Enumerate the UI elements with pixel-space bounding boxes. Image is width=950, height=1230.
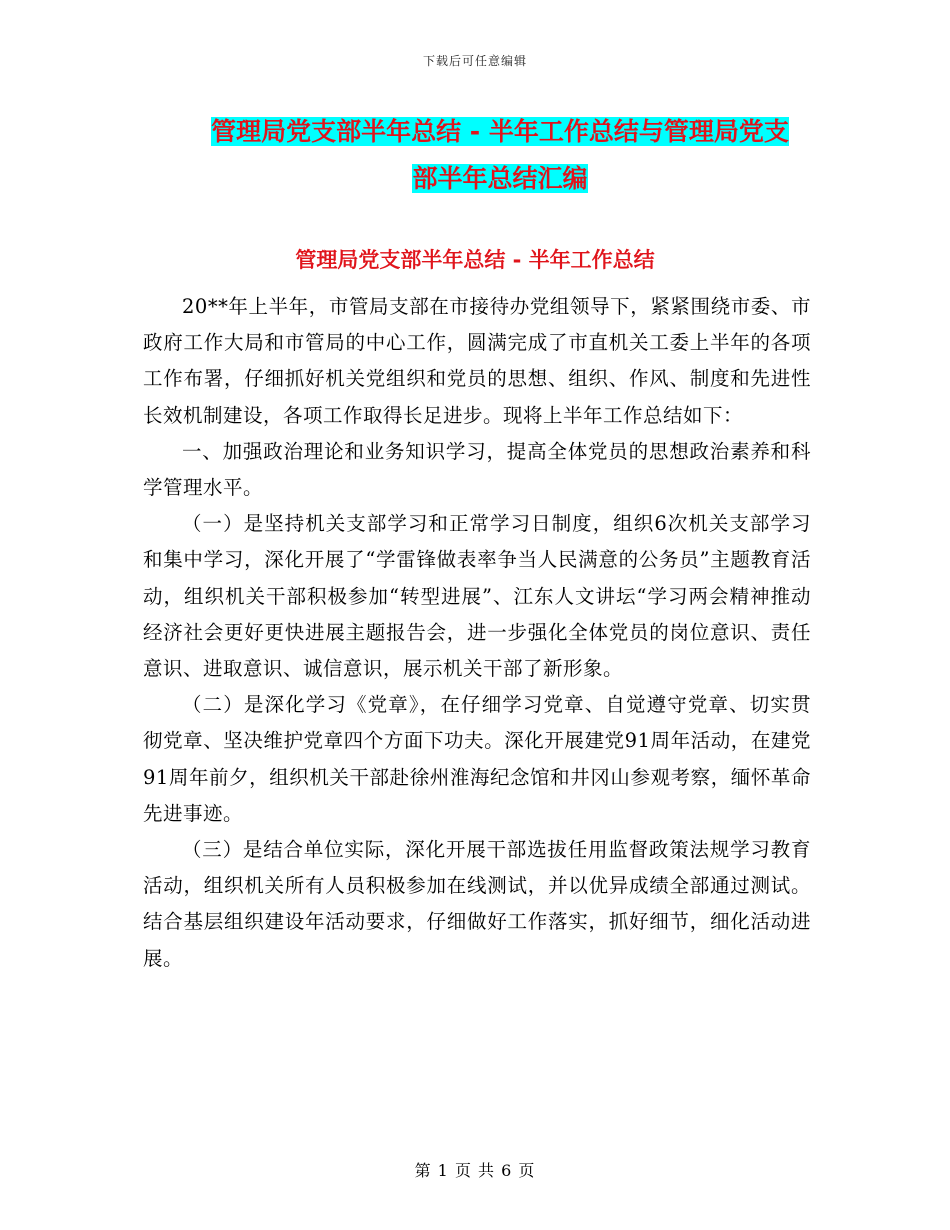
document-title-line2: 部半年总结汇编 <box>412 164 588 193</box>
paragraph-item-3: （三）是结合单位实际，深化开展干部选拔任用监督政策法规学习教育活动，组织机关所有人员积极参加在线测试，并以优异成绩全部通过测试。结合基层组织建设年活动要求，仔细做好工作落实，抓好细节，细化活动进展。 <box>143 838 811 970</box>
page-footer: 第 1 页 共 6 页 <box>414 1161 536 1180</box>
paragraph-intro: 20**年上半年，市管局支部在市接待办党组领导下，紧紧围绕市委、市政府工作大局和市管局的中心工作，圆满完成了市直机关工委上半年的各项工作布署，仔细抓好机关党组织和党员的思想、组织、作风、制度和先进性长效机制建设，各项工作取得长足进步。现将上半年工作总结如下： <box>143 295 811 427</box>
paragraph-heading-1: 一、加强政治理论和业务知识学习，提高全体党员的思想政治素养和科学管理水平。 <box>143 439 811 500</box>
document-body <box>143 289 811 977</box>
document-title-line1: 管理局党支部半年总结 - 半年工作总结与管理局党支 <box>211 117 789 146</box>
paragraph-item-1: （一）是坚持机关支部学习和正常学习日制度，组织6次机关支部学习和集中学习，深化开展了“学雷锋做表率争当人民满意的公务员”主题教育活动，组织机关干部积极参加“转型进展”、江东人文讲坛“学习两会精神推动经济社会更好更快进展主题报告会，进一步强化全体党员的岗位意识、责任意识、进取意识、诚信意识，展示机关干部了新形象。 <box>143 512 811 681</box>
document-title <box>140 108 860 202</box>
header-note: 下载后可任意编辑 <box>422 54 527 68</box>
section-title: 管理局党支部半年总结 - 半年工作总结 <box>295 248 655 272</box>
paragraph-item-2: （二）是深化学习《党章》，在仔细学习党章、自觉遵守党章、切实贯彻党章、坚决维护党章四个方面下功夫。深化开展建党91周年活动，在建党91周年前夕，组织机关干部赴徐州淮海纪念馆和井冈山参观考察，缅怀革命先进事迹。 <box>143 693 811 825</box>
